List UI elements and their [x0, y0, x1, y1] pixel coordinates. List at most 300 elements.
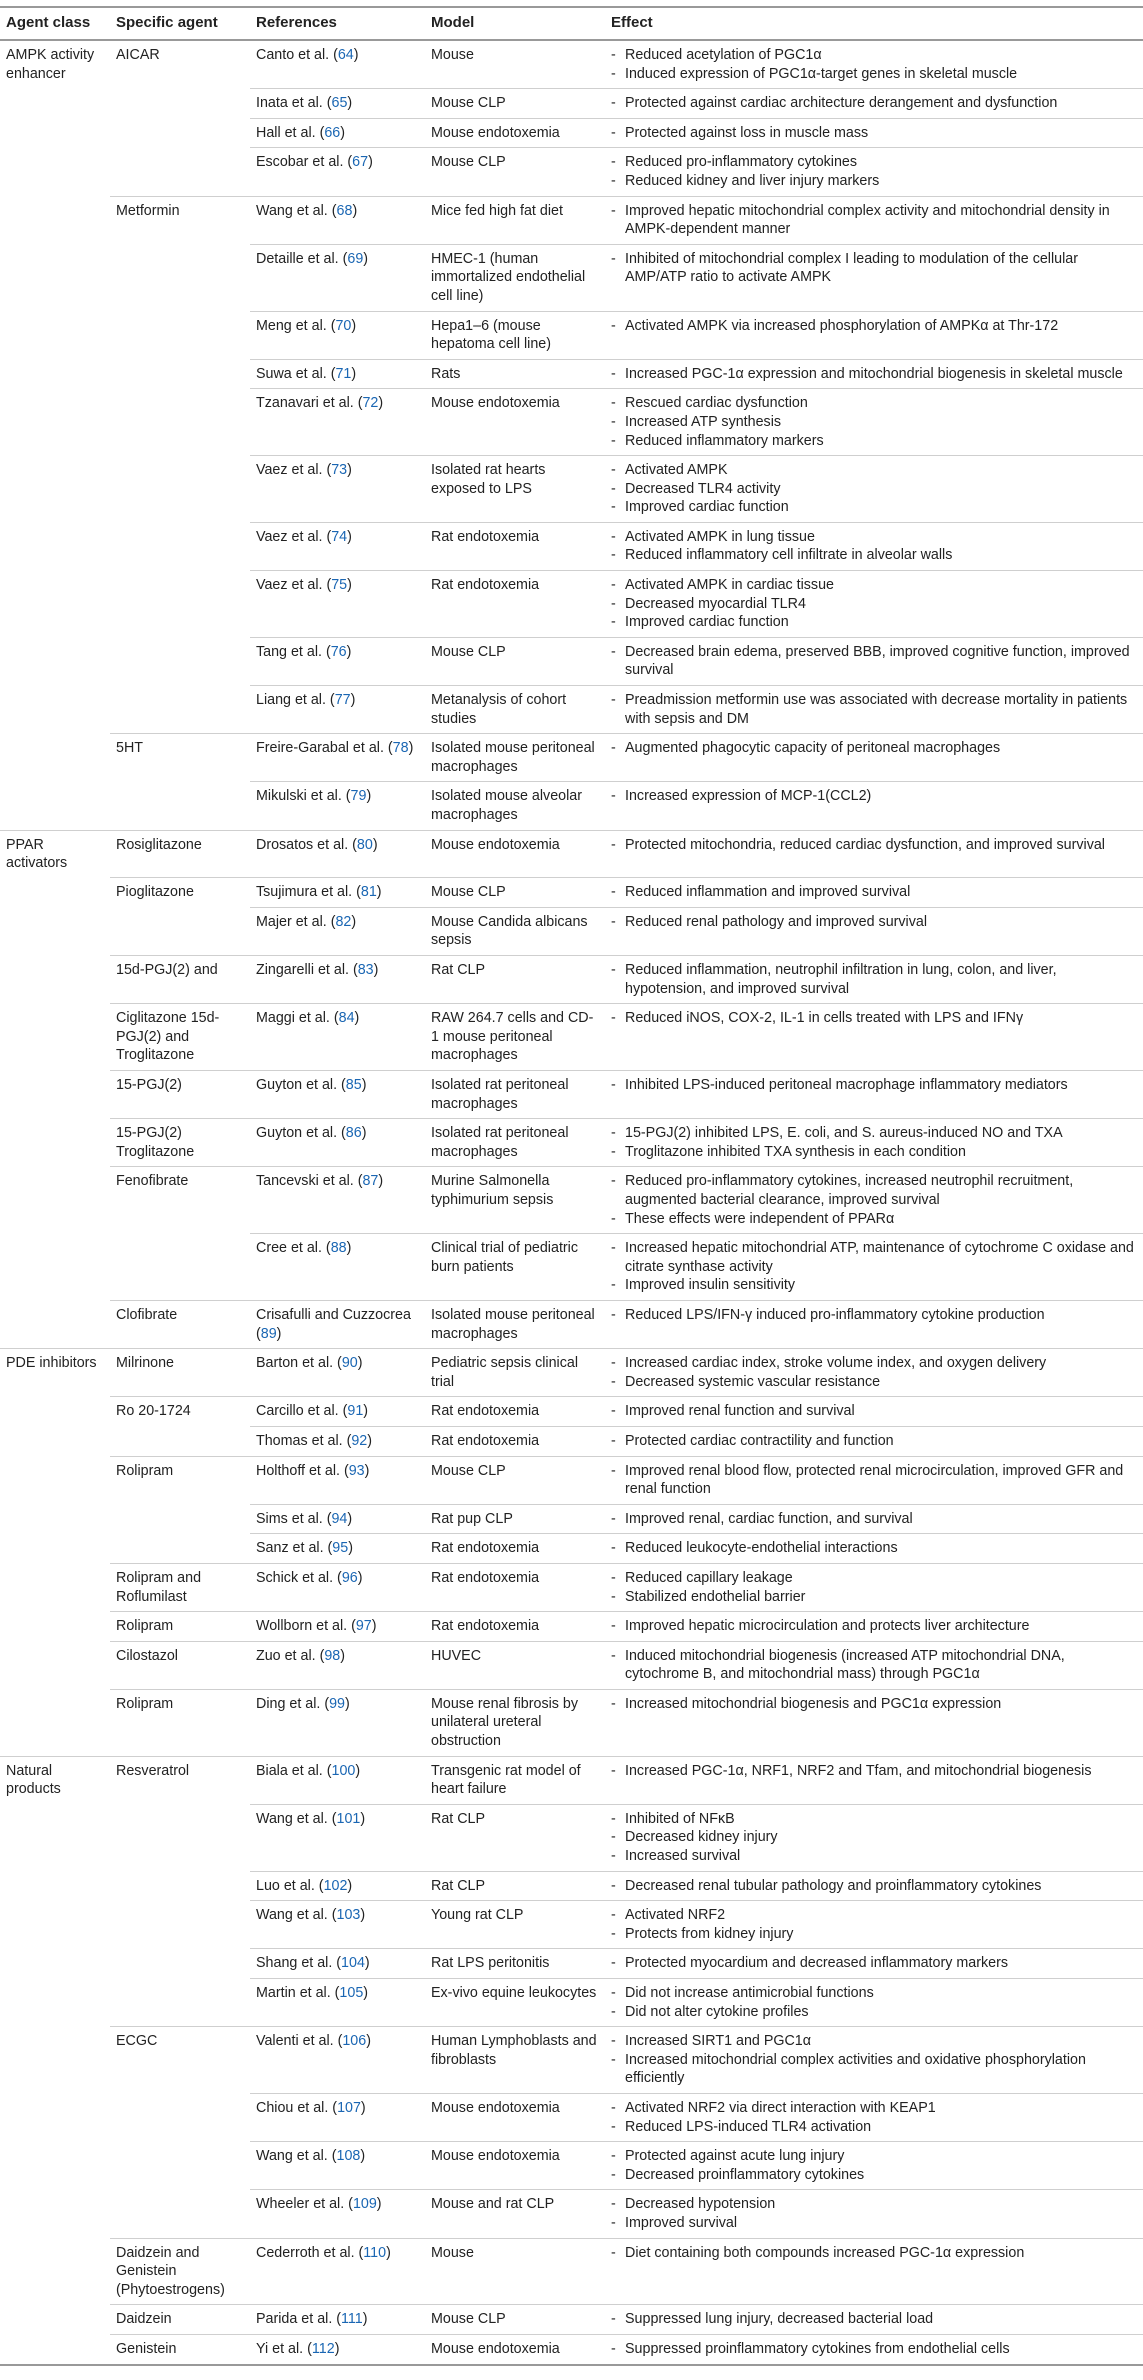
reference-link[interactable]: 76 [330, 643, 347, 660]
reference-link[interactable]: 112 [311, 2340, 335, 2357]
effect-item: - Decreased proinflammatory cytokines [611, 2166, 1139, 2185]
effect-item: - Improved survival [611, 2214, 1139, 2233]
reference-link[interactable]: 71 [335, 365, 352, 382]
reference-author: Hall et al. ( [256, 124, 325, 141]
effect-item: - Improved renal blood flow, protected renal microcirculation, improved GFR and renal function [611, 1462, 1139, 1499]
model-cell: Pediatric sepsis clinical trial [425, 1349, 605, 1397]
reference-author: Vaez et al. ( [256, 462, 332, 479]
header-model: Model [425, 7, 605, 40]
reference-close-paren: ) [355, 1762, 361, 1779]
reference-cell [250, 2238, 425, 2305]
reference-cell [250, 1071, 425, 1119]
header-agent-class: Agent class [0, 7, 110, 40]
reference-link[interactable]: 75 [331, 577, 348, 594]
reference-link[interactable]: 105 [339, 1985, 364, 2001]
agent-class-cell [0, 1071, 110, 1119]
reference-cell [250, 389, 425, 456]
effect-cell [605, 2238, 1143, 2305]
effect-cell [605, 1349, 1143, 1397]
reference-link[interactable]: 88 [330, 1240, 347, 1257]
agent-class-cell [0, 2027, 110, 2094]
effect-cell [605, 456, 1143, 523]
reference-close-paren: ) [360, 1810, 366, 1827]
effect-item: - Increased PGC-1α, NRF1, NRF2 and Tfam, and mitochondrial biogenesis [611, 1762, 1139, 1781]
effect-cell [605, 1234, 1143, 1301]
model-cell: Mouse Candida albicans sepsis [425, 907, 605, 955]
specific-agent-cell: Rosiglitazone [110, 830, 250, 878]
reference-cell [250, 1300, 425, 1348]
effect-item: - Protected cardiac contractility and function [611, 1432, 1139, 1451]
reference-author: Meng et al. ( [256, 317, 336, 334]
reference-cell [250, 907, 425, 955]
reference-author: Canto et al. ( [256, 47, 338, 63]
specific-agent-cell [110, 1901, 250, 1949]
reference-author: Detaille et al. ( [256, 250, 348, 267]
reference-author: Wang et al. ( [256, 2148, 337, 2165]
reference-cell [250, 2093, 425, 2141]
effect-cell [605, 1534, 1143, 1564]
table-row [0, 148, 1143, 196]
specific-agent-cell: 5HT [116, 740, 144, 757]
table-row [0, 1426, 1143, 1456]
table-row [0, 1300, 1143, 1348]
reference-link[interactable]: 107 [337, 2099, 361, 2116]
reference-link[interactable]: 74 [331, 528, 348, 545]
agents-table [0, 6, 1143, 2366]
effect-cell [605, 40, 1143, 89]
effect-cell [605, 244, 1143, 311]
reference-author: Tang et al. ( [256, 643, 331, 660]
table-row [0, 359, 1143, 389]
effect-item: - Decreased renal tubular pathology and proinflammatory cytokines [611, 1877, 1139, 1896]
agent-class-cell [0, 1534, 110, 1564]
table-row [0, 2190, 1143, 2238]
model-cell: Rat endotoxemia [425, 1563, 605, 1611]
reference-cell [250, 244, 425, 311]
reference-cell [250, 1004, 425, 1071]
effect-item: - Suppressed proinflammatory cytokines from endothelial cells [611, 2340, 1139, 2359]
reference-link[interactable]: 103 [336, 1907, 361, 1924]
agent-class-cell [0, 2238, 110, 2305]
reference-author: Mikulski et al. ( [256, 788, 351, 805]
reference-link[interactable]: 65 [331, 95, 348, 112]
effect-item: - Reduced pro-inflammatory cytokines, increased neutrophil recruitment, augmented bacterial clearance, improved survival [611, 1172, 1139, 1209]
model-cell: Mouse CLP [425, 637, 605, 685]
specific-agent-cell [110, 389, 250, 456]
reference-link[interactable]: 80 [356, 836, 373, 853]
model-cell: Isolated mouse alveolar macrophages [425, 782, 605, 830]
reference-cell [250, 1804, 425, 1871]
reference-close-paren: ) [361, 1125, 367, 1142]
model-cell: Mouse endotoxemia [425, 2334, 605, 2364]
reference-author: Zingarelli et al. ( [256, 962, 358, 979]
reference-cell [250, 1612, 425, 1642]
specific-agent-cell [110, 2142, 250, 2190]
model-cell: RAW 264.7 cells and CD-1 mouse peritoneal macrophages [425, 1004, 605, 1071]
model-cell: Mice fed high fat diet [425, 196, 605, 244]
specific-agent-cell: ECGC [116, 2033, 158, 2050]
effect-cell [605, 1504, 1143, 1534]
effect-cell [605, 1689, 1143, 1756]
reference-close-paren: ) [360, 2099, 366, 2116]
table-row [0, 1871, 1143, 1901]
reference-link[interactable]: 104 [341, 1955, 365, 1972]
model-cell: Mouse CLP [425, 2305, 605, 2335]
reference-close-paren: ) [371, 1618, 377, 1635]
effect-item: - Protected mitochondria, reduced cardiac dysfunction, and improved survival [611, 836, 1139, 855]
reference-close-paren: ) [378, 395, 384, 412]
table-row [0, 1234, 1143, 1301]
reference-author: Parida et al. ( [256, 2311, 342, 2328]
model-cell: Mouse endotoxemia [425, 830, 605, 878]
reference-cell [250, 1119, 425, 1167]
model-cell: HMEC-1 (human immortalized endothelial cell line) [425, 244, 605, 311]
effect-item: - Increased survival [611, 1847, 1139, 1866]
effect-item: - Reduced LPS-induced TLR4 activation [611, 2118, 1139, 2137]
effect-item: - Protects from kidney injury [611, 1925, 1139, 1944]
effect-cell [605, 1949, 1143, 1979]
effect-item: - Activated NRF2 [611, 1906, 1139, 1925]
reference-cell [250, 1397, 425, 1427]
table-row [0, 118, 1143, 148]
effect-item: - Increased mitochondrial complex activities and oxidative phosphorylation efficiently [611, 2051, 1139, 2088]
model-cell: Mouse endotoxemia [425, 2142, 605, 2190]
agent-class-cell [0, 456, 110, 523]
reference-author: Maggi et al. ( [256, 1010, 339, 1027]
reference-link[interactable]: 81 [360, 884, 377, 901]
specific-agent-cell [110, 1804, 250, 1871]
reference-link[interactable]: 83 [357, 962, 374, 979]
effect-item: - Activated AMPK in cardiac tissue [611, 576, 1139, 595]
reference-author: Biala et al. ( [256, 1762, 332, 1779]
reference-author: Cree et al. ( [256, 1240, 331, 1257]
table-row [0, 782, 1143, 830]
reference-link[interactable]: 106 [342, 2033, 367, 2050]
effect-item: - Decreased brain edema, preserved BBB, improved cognitive function, improved survival [611, 643, 1139, 680]
table-row [0, 244, 1143, 311]
header-row [0, 7, 1143, 40]
effect-item: - These effects were independent of PPARα [611, 1210, 1139, 1229]
model-cell: Mouse [425, 2238, 605, 2305]
effect-cell [605, 2190, 1143, 2238]
effect-item: - Reduced capillary leakage [611, 1569, 1139, 1588]
reference-link[interactable]: 92 [351, 1432, 368, 1449]
specific-agent-cell: 15-PGJ(2) [110, 1071, 250, 1119]
agent-class-cell: PDE inhibitors [6, 1355, 97, 1372]
specific-agent-cell: AICAR [116, 47, 160, 63]
specific-agent-cell: Clofibrate [110, 1300, 250, 1348]
reference-link[interactable]: 69 [347, 250, 364, 267]
reference-author: Tzanavari et al. ( [256, 395, 363, 412]
reference-close-paren: ) [364, 1955, 370, 1972]
table-row [0, 389, 1143, 456]
effect-item: - Did not alter cytokine profiles [611, 2003, 1139, 2022]
table-row [0, 686, 1143, 734]
reference-cell [250, 118, 425, 148]
reference-link[interactable]: 94 [331, 1510, 348, 1527]
specific-agent-cell: 15-PGJ(2) Troglitazone [110, 1119, 250, 1167]
table-row [0, 1167, 1143, 1234]
reference-cell [250, 1426, 425, 1456]
specific-agent-cell: Daidzein [110, 2305, 250, 2335]
reference-close-paren: ) [360, 2148, 366, 2165]
reference-author: Sims et al. ( [256, 1510, 332, 1527]
reference-link[interactable]: 108 [336, 2148, 361, 2165]
reference-close-paren: ) [386, 2244, 391, 2261]
table-row [0, 1641, 1143, 1689]
model-cell: Rat pup CLP [425, 1504, 605, 1534]
model-cell: Transgenic rat model of heart failure [425, 1756, 605, 1804]
reference-cell [250, 2027, 425, 2094]
effect-cell [605, 1071, 1143, 1119]
effect-item: - Reduced inflammation and improved survival [611, 883, 1139, 902]
effect-item: - Activated AMPK [611, 461, 1139, 480]
reference-link[interactable]: 84 [338, 1010, 355, 1027]
reference-close-paren: ) [363, 1985, 369, 2001]
specific-agent-cell [110, 118, 250, 148]
effect-item: - Troglitazone inhibited TXA synthesis in each condition [611, 1143, 1139, 1162]
specific-agent-cell [110, 782, 250, 830]
table-row [0, 1534, 1143, 1564]
model-cell: Isolated rat peritoneal macrophages [425, 1071, 605, 1119]
reference-link[interactable]: 79 [350, 788, 367, 805]
effect-cell [605, 311, 1143, 359]
effect-item: - Reduced inflammatory cell infiltrate in alveolar walls [611, 546, 1139, 565]
reference-link[interactable]: 90 [341, 1355, 358, 1372]
effect-cell [605, 1119, 1143, 1167]
model-cell: Mouse renal fibrosis by unilateral ureteral obstruction [425, 1689, 605, 1756]
reference-close-paren: ) [366, 2033, 371, 2050]
table-row [0, 1349, 1143, 1397]
model-cell: Young rat CLP [425, 1901, 605, 1949]
agent-class-cell [0, 1804, 110, 1871]
effect-item: - Diet containing both compounds increased PGC-1α expression [611, 2244, 1139, 2263]
table-row [0, 456, 1143, 523]
reference-close-paren: ) [363, 250, 369, 267]
reference-cell [250, 2190, 425, 2238]
agent-class-cell [0, 359, 110, 389]
reference-author: Wang et al. ( [256, 1810, 337, 1827]
effect-item: - Suppressed lung injury, decreased bacterial load [611, 2310, 1139, 2329]
model-cell: Ex-vivo equine leukocytes [425, 1979, 605, 2027]
reference-cell [250, 782, 425, 830]
effect-item: - Improved hepatic mitochondrial complex activity and mitochondrial density in AMPK-dependent manner [611, 202, 1139, 239]
reference-link[interactable]: 110 [363, 2244, 387, 2261]
table-row [0, 196, 1143, 244]
reference-link[interactable]: 98 [324, 1647, 341, 1664]
reference-close-paren: ) [372, 836, 378, 853]
effect-item: - Improved insulin sensitivity [611, 1276, 1139, 1295]
agent-class-cell [0, 1004, 110, 1071]
reference-close-paren: ) [345, 1695, 350, 1712]
agent-class-cell [0, 1563, 110, 1611]
model-cell: Rat endotoxemia [425, 571, 605, 638]
effect-cell [605, 1397, 1143, 1427]
reference-link[interactable]: 70 [335, 317, 352, 334]
reference-close-paren: ) [357, 1569, 363, 1586]
reference-link[interactable]: 87 [362, 1173, 379, 1190]
effect-cell [605, 118, 1143, 148]
reference-link[interactable]: 86 [345, 1125, 362, 1142]
table-row [0, 1689, 1143, 1756]
reference-link[interactable]: 101 [336, 1810, 361, 1827]
model-cell: HUVEC [425, 1641, 605, 1689]
effect-item: - Augmented phagocytic capacity of peritoneal macrophages [611, 739, 1139, 758]
specific-agent-cell: Genistein [110, 2334, 250, 2364]
effect-item: - Increased hepatic mitochondrial ATP, maintenance of cytochrome C oxidase and citrate synthase activity [611, 1239, 1139, 1276]
effect-cell [605, 1641, 1143, 1689]
reference-link[interactable]: 72 [362, 395, 379, 412]
model-cell: Mouse CLP [425, 89, 605, 119]
reference-link[interactable]: 100 [331, 1762, 356, 1779]
reference-link[interactable]: 85 [345, 1077, 362, 1094]
agent-class-cell [0, 118, 110, 148]
agent-class-cell: AMPK activity enhancer [6, 47, 95, 82]
specific-agent-cell [110, 244, 250, 311]
reference-cell [250, 1979, 425, 2027]
model-cell: Human Lymphoblasts and fibroblasts [425, 2027, 605, 2094]
reference-link[interactable]: 102 [323, 1877, 348, 1894]
model-cell: Rat CLP [425, 1804, 605, 1871]
reference-close-paren: ) [408, 740, 414, 757]
effect-cell [605, 89, 1143, 119]
reference-cell [250, 1167, 425, 1234]
reference-link[interactable]: 73 [331, 462, 348, 479]
agent-class-cell [0, 522, 110, 570]
reference-link[interactable]: 66 [324, 124, 341, 141]
agent-class-cell [0, 878, 110, 908]
effect-item: - Did not increase antimicrobial functions [611, 1984, 1139, 2003]
effect-cell [605, 389, 1143, 456]
specific-agent-cell [110, 907, 250, 955]
effect-cell [605, 2142, 1143, 2190]
reference-link[interactable]: 78 [392, 740, 409, 757]
reference-link[interactable]: 97 [355, 1618, 372, 1635]
reference-author: Sanz et al. ( [256, 1540, 333, 1557]
effect-cell [605, 1979, 1143, 2027]
reference-link[interactable]: 64 [337, 47, 354, 63]
specific-agent-cell [110, 89, 250, 119]
reference-close-paren: ) [346, 1240, 352, 1257]
reference-close-paren: ) [350, 692, 356, 709]
model-cell: Hepa1–6 (mouse hepatoma cell line) [425, 311, 605, 359]
agent-class-cell: PPAR activators [6, 836, 68, 872]
reference-link[interactable]: 77 [334, 692, 351, 709]
agent-class-cell [0, 1167, 110, 1234]
table-row [0, 1071, 1143, 1119]
agent-class-cell [0, 148, 110, 196]
reference-author: Carcillo et al. ( [256, 1403, 348, 1420]
model-cell: Rat endotoxemia [425, 522, 605, 570]
reference-cell [250, 878, 425, 908]
table-row [0, 1612, 1143, 1642]
effect-item: - Decreased myocardial TLR4 [611, 595, 1139, 614]
specific-agent-cell [110, 1426, 250, 1456]
agent-class-cell [0, 1119, 110, 1167]
model-cell: Mouse CLP [425, 148, 605, 196]
reference-close-paren: ) [340, 1647, 346, 1664]
effect-item: - Reduced pro-inflammatory cytokines [611, 153, 1139, 172]
reference-author: Thomas et al. ( [256, 1432, 352, 1449]
reference-link[interactable]: 95 [332, 1540, 349, 1557]
reference-cell [250, 2142, 425, 2190]
reference-cell [250, 1641, 425, 1689]
agent-class-cell [0, 1234, 110, 1301]
effect-item: - Activated AMPK via increased phosphorylation of AMPKα at Thr-172 [611, 317, 1139, 336]
effect-item: - Protected against loss in muscle mass [611, 124, 1139, 143]
effect-cell [605, 782, 1143, 830]
reference-cell [250, 830, 425, 878]
effect-cell [605, 907, 1143, 955]
effect-cell [605, 686, 1143, 734]
agent-class-cell [0, 1871, 110, 1901]
agent-class-cell [0, 907, 110, 955]
reference-link[interactable]: 82 [335, 913, 352, 930]
reference-close-paren: ) [376, 884, 382, 901]
reference-close-paren: ) [364, 1462, 370, 1479]
reference-author: Tsujimura et al. ( [256, 884, 361, 901]
effect-cell [605, 1804, 1143, 1871]
table-row [0, 522, 1143, 570]
reference-link[interactable]: 67 [352, 154, 369, 171]
agent-class-cell [0, 89, 110, 119]
effect-item: - Increased SIRT1 and PGC1α [611, 2032, 1139, 2051]
reference-link[interactable]: 91 [347, 1403, 364, 1420]
reference-link[interactable]: 96 [341, 1569, 358, 1586]
effect-item: - Decreased systemic vascular resistance [611, 1373, 1139, 1392]
effect-item: - Decreased kidney injury [611, 1828, 1139, 1847]
effect-item: - Reduced LPS/IFN-γ induced pro-inflammatory cytokine production [611, 1306, 1139, 1325]
reference-author: Holthoff et al. ( [256, 1462, 349, 1479]
effect-item: - Increased expression of MCP-1(CCL2) [611, 787, 1139, 806]
reference-link[interactable]: 89 [260, 1325, 277, 1342]
table-row [0, 734, 1143, 782]
reference-author: Cederroth et al. ( [256, 2244, 364, 2261]
reference-author: Suwa et al. ( [256, 365, 336, 382]
agent-class-cell [0, 1979, 110, 2027]
reference-author: Drosatos et al. ( [256, 836, 357, 853]
reference-close-paren: ) [367, 1432, 373, 1449]
reference-close-paren: ) [347, 95, 353, 112]
table-body [0, 40, 1143, 2365]
reference-cell [250, 40, 425, 89]
reference-link[interactable]: 111 [341, 2311, 363, 2328]
reference-link[interactable]: 99 [329, 1695, 346, 1712]
reference-cell [250, 1756, 425, 1804]
reference-link[interactable]: 109 [352, 2196, 377, 2213]
model-cell: Mouse CLP [425, 1456, 605, 1504]
table-row [0, 2305, 1143, 2335]
effect-item: - Increased ATP synthesis [611, 413, 1139, 432]
effect-cell [605, 1901, 1143, 1949]
agent-class-cell [0, 1456, 110, 1504]
reference-author: Barton et al. ( [256, 1355, 342, 1372]
reference-cell [250, 1504, 425, 1534]
reference-author: Inata et al. ( [256, 95, 332, 112]
table-row [0, 2334, 1143, 2364]
table-row [0, 878, 1143, 908]
agent-class-cell [0, 782, 110, 830]
specific-agent-cell [110, 456, 250, 523]
effect-item: - Reduced inflammation, neutrophil infiltration in lung, colon, and liver, hypotension, and improved survival [611, 961, 1139, 998]
reference-cell [250, 1949, 425, 1979]
reference-close-paren: ) [366, 788, 372, 805]
reference-link[interactable]: 68 [336, 202, 353, 219]
effect-cell [605, 734, 1143, 782]
effect-cell [605, 956, 1143, 1004]
specific-agent-cell: Pioglitazone [116, 884, 194, 901]
reference-link[interactable]: 93 [348, 1462, 365, 1479]
